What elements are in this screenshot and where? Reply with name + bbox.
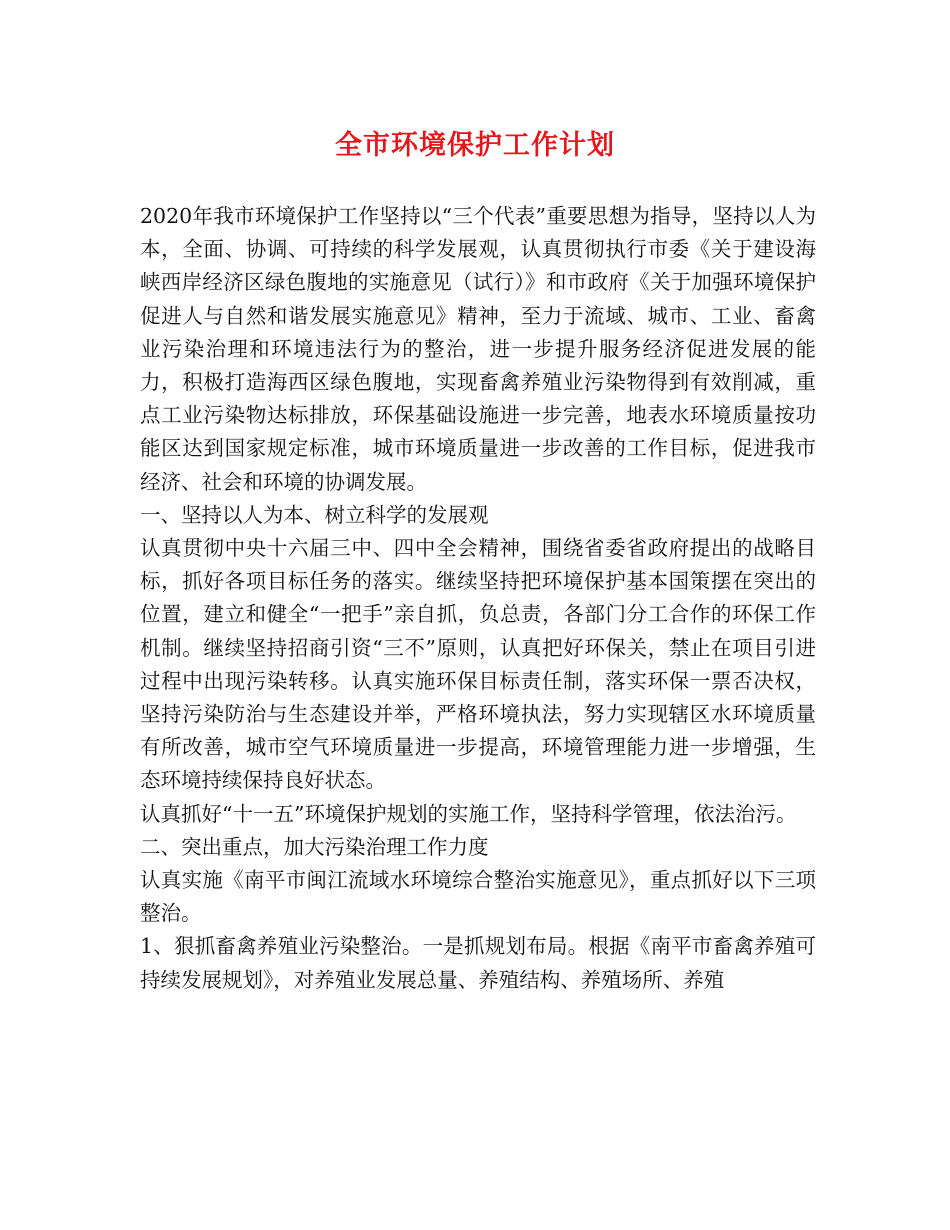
paragraph-section-2: 认真实施《南平市闽江流域水环境综合整治实施意见》，重点抓好以下三项整治。 — [140, 868, 816, 926]
section-heading-1: 一、坚持以人为本、树立科学的发展观 — [140, 502, 489, 527]
section-heading-2: 二、突出重点，加大污染治理工作力度 — [140, 834, 489, 859]
paragraph-plan: 认真抓好“十一五”环境保护规划的实施工作，坚持科学管理，依法治污。 — [140, 801, 797, 826]
paragraph-intro: 2020年我市环境保护工作坚持以“三个代表”重要思想为指导，坚持以人为本，全面、协调、可持续的科学发展观，认真贯彻执行市委《关于建设海峡西岸经济区绿色腹地的实施意见（试行）》和市政府《关于加强环境保护促进人与自然和谐发展实施意见》精神，至力于流域、城市、工业、畜禽业污染治理和环境违法行为的整治，进一步提升服务经济促进发展的能力，积极打造海西区绿色腹地，实现畜禽养殖业污染物得到有效削减，重点工业污染物达标排放，环保基础设施进一步完善，地表水环境质量按功能区达到国家规定标准，城市环境质量进一步改善的工作目标，促进我市经济、社会和环境的协调发展。 — [140, 204, 816, 494]
document-body — [140, 200, 816, 997]
paragraph-item-1: 1、狠抓畜禽养殖业污染整治。一是抓规划布局。根据《南平市畜禽养殖可持续发展规划》，对养殖业发展总量、养殖结构、养殖场所、养殖 — [140, 934, 816, 992]
paragraph-section-1: 认真贯彻中央十六届三中、四中全会精神，围绕省委省政府提出的战略目标，抓好各项目标任务的落实。继续坚持把环境保护基本国策摆在突出的位置，建立和健全“一把手”亲自抓，负总责，各部门分工合作的环保工作机制。继续坚持招商引资“三不”原则，认真把好环保关，禁止在项目引进过程中出现污染转移。认真实施环保目标责任制，落实环保一票否决权，坚持污染防治与生态建设并举，严格环境执法，努力实现辖区水环境质量有所改善，城市空气环境质量进一步提高，环境管理能力进一步增强，生态环境持续保持良好状态。 — [140, 536, 816, 793]
document-title: 全市环境保护工作计划 — [335, 130, 615, 161]
